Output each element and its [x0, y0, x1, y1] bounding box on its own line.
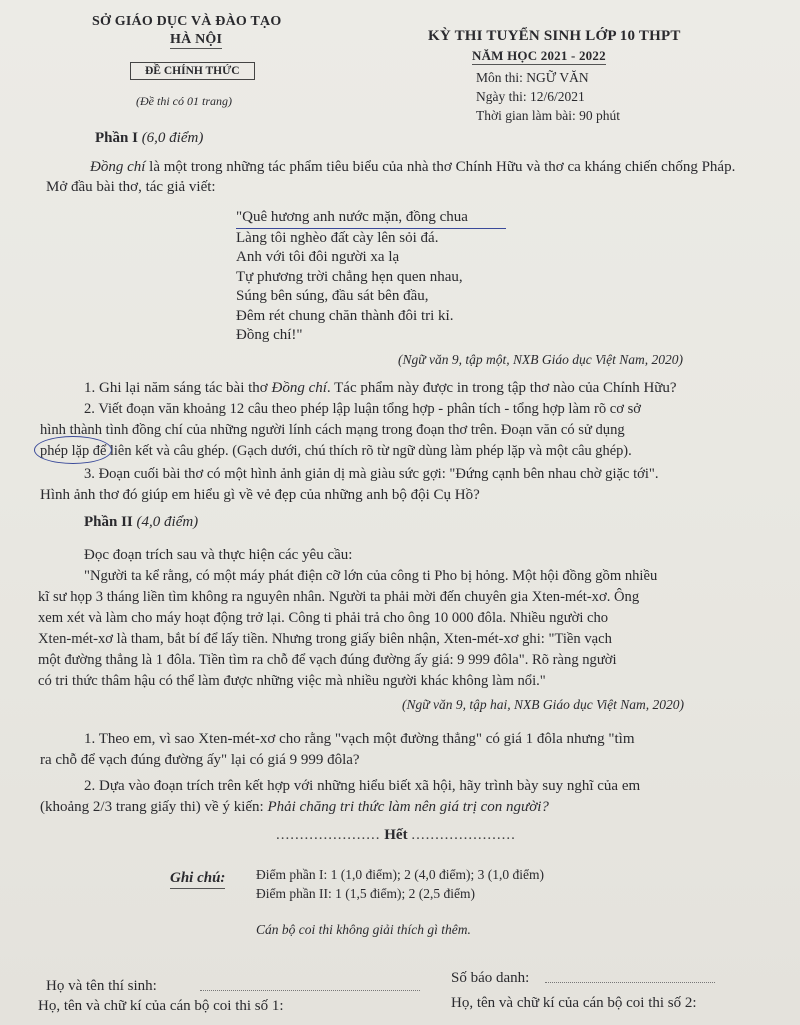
department-city: HÀ NỘI [170, 32, 223, 47]
candidate-name-line [200, 990, 420, 991]
proctor1-label: Họ, tên và chữ kí của cán bộ coi thi số 1: [38, 998, 284, 1014]
part2-instruction: Đọc đoạn trích sau và thực hiện các yêu cầu: [84, 547, 353, 563]
end-marker: ...................... Hết ...................... [276, 827, 516, 843]
candidate-name-label: Họ và tên thí sinh: [46, 978, 157, 994]
department-name: SỞ GIÁO DỤC VÀ ĐÀO TẠO [92, 14, 282, 29]
part2-excerpt [38, 566, 657, 692]
poem-line: "Quê hương anh nước mặn, đồng chua [236, 208, 506, 229]
pages-note: (Đề thi có 01 trang) [136, 94, 232, 108]
exam-date: Ngày thi: 12/6/2021 [476, 89, 585, 104]
note-line2: Điểm phần II: 1 (1,5 điểm); 2 (2,5 điểm) [256, 886, 475, 901]
poem-line: Súng bên súng, đầu sát bên đầu, [236, 288, 429, 304]
part1-question3-line1: 3. Đoạn cuối bài thơ có một hình ảnh giản dị mà giàu sức gợi: "Đứng cạnh bên nhau chờ giặc tới". [84, 466, 659, 482]
part2-source: (Ngữ văn 9, tập hai, NXB Giáo dục Việt Nam, 2020) [402, 697, 684, 712]
proctor-note: Cán bộ coi thi không giải thích gì thêm. [256, 922, 471, 937]
note-line1: Điểm phần I: 1 (1,0 điểm); 2 (4,0 điểm); 3 (1,0 điểm) [256, 867, 544, 882]
part1-question2-line3: phép lặp để liên kết và câu ghép. (Gạch dưới, chú thích rõ từ ngữ dùng làm phép lặp và một câu ghép). [40, 443, 632, 459]
exam-duration: Thời gian làm bài: 90 phút [476, 108, 620, 123]
candidate-number-line [545, 982, 715, 983]
excerpt-line: xem xét và làm cho máy hoạt động trở lại. Công ti phải trả cho ông 10 000 đôla. Nhiều người cho [38, 610, 609, 626]
part1-question3-line2: Hình ảnh thơ đó giúp em hiểu gì về vẻ đẹp của những anh bộ đội Cụ Hồ? [40, 487, 480, 503]
candidate-number-label: Số báo danh: [451, 970, 530, 986]
poem-line: Tự phương trời chẳng hẹn quen nhau, [236, 268, 463, 285]
part1-question2-line1: 2. Viết đoạn văn khoảng 12 câu theo phép lập luận tổng hợp - phân tích - tổng hợp làm rõ cơ sở [84, 401, 642, 417]
subject: Môn thi: NGỮ VĂN [476, 70, 589, 85]
part1-question1: 1. Ghi lại năm sáng tác bài thơ Đồng chí. Tác phẩm này được in trong tập thơ nào của Chính Hữu? [84, 380, 677, 396]
proctor2-label: Họ, tên và chữ kí của cán bộ coi thi số 2: [451, 995, 697, 1011]
poem-line: Đồng chí!" [236, 327, 303, 343]
part1-question2-line2: hình thành tình đồng chí của những người lính cách mạng trong đoạn thơ trên. Đoạn văn có sử dụng [40, 422, 625, 438]
excerpt-line: "Người ta kể rằng, có một máy phát điện cỡ lớn của công ti Pho bị hỏng. Một hội đồng gồm nhiều [84, 568, 658, 584]
note-label: Ghi chú: [170, 868, 225, 889]
part2-question2-line1: 2. Dựa vào đoạn trích trên kết hợp với những hiểu biết xã hội, hãy trình bày suy nghĩ của em [84, 778, 641, 794]
exam-title: KỲ THI TUYỂN SINH LỚP 10 THPT [428, 28, 681, 44]
excerpt-line: có tri thức thâm hậu có thể làm được những việc mà nhiều người khác không làm nổi." [38, 673, 546, 689]
excerpt-line: một đường thẳng là 1 đôla. Tiền tìm ra chỗ để vạch đúng đường ấy giá: 9 999 đôla". Rõ ràng người [38, 652, 617, 668]
part1-source: (Ngữ văn 9, tập một, NXB Giáo dục Việt Nam, 2020) [398, 352, 683, 367]
part2-heading: Phần II (4,0 điểm) [84, 514, 199, 530]
part1-intro: Đồng chí là một trong những tác phẩm tiêu biểu của nhà thơ Chính Hữu và thơ ca kháng chiến chống Pháp. Mở đầu bài thơ, tác giả viết: [46, 159, 736, 195]
school-year: NĂM HỌC 2021 - 2022 [472, 48, 606, 63]
poem-line: Đêm rét chung chăn thành đôi tri kỉ. [236, 307, 454, 324]
official-stamp: ĐỀ CHÍNH THỨC [130, 62, 255, 80]
excerpt-line: kĩ sư họp 3 tháng liền tìm không ra nguyên nhân. Người ta phải mời đến chuyên gia Xten-mét-xơ. Ông [38, 589, 640, 605]
poem [236, 208, 506, 346]
handwritten-circle-mark [34, 436, 112, 464]
excerpt-line: Xten-mét-xơ là tham, bắt bí để lấy tiền. Nhưng trong giấy biên nhận, Xten-mét-xơ ghi: "Tiền vạch [38, 631, 612, 647]
part2-question1-line2: ra chỗ để vạch đúng đường ấy" lại có giá 9 999 đôla? [40, 752, 360, 768]
poem-line: Làng tôi nghèo đất cày lên sỏi đá. [236, 229, 439, 246]
part1-heading: Phần I (6,0 điểm) [95, 130, 204, 146]
part2-question2-line2: (khoảng 2/3 trang giấy thi) về ý kiến: Phải chăng tri thức làm nên giá trị con người? [40, 799, 549, 815]
part2-question1-line1: 1. Theo em, vì sao Xten-mét-xơ cho rằng "vạch một đường thẳng" có giá 1 đôla nhưng "tìm [84, 731, 635, 747]
poem-line: Anh với tôi đôi người xa lạ [236, 249, 400, 265]
